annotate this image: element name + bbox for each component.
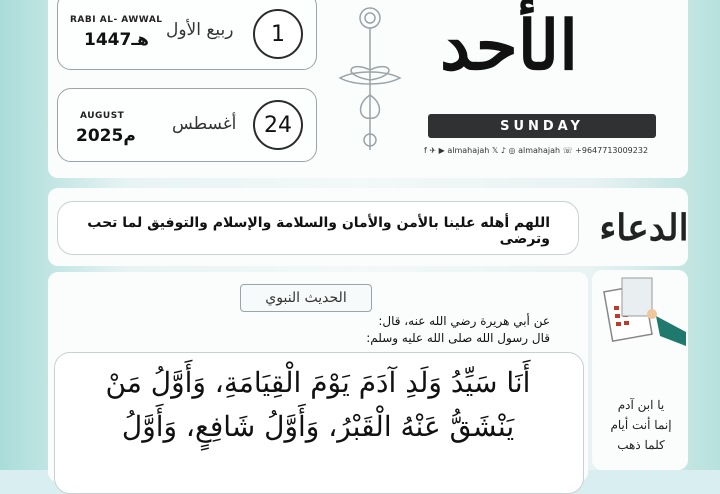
x-icon[interactable]: 𝕏 <box>491 146 499 155</box>
hijri-year: 1447هـ <box>84 30 149 50</box>
hadith-intro-2: قال رسول الله صلى الله عليه وسلم: <box>366 331 550 345</box>
hadith-line-2: يَنْشَقُّ عَنْهُ الْقَبْرُ، وَأَوَّلُ شَافِعٍ، وَأَوَّلُ <box>121 410 515 443</box>
phone-number[interactable]: +9647713009232 <box>575 146 649 155</box>
dua-text: اللهم أهله علينا بالأمن والأمان والسلامة والإسلام والتوفيق لما تحب وترضى <box>87 215 550 247</box>
hijri-month-ar: ربيع الأول <box>166 20 234 40</box>
hadith-label: الحديث النبوي <box>240 284 372 312</box>
social-links <box>424 146 648 155</box>
facebook-icon[interactable]: f <box>424 146 427 155</box>
dua-title: الدعاء <box>599 207 689 249</box>
side-line-3: كلما ذهب <box>617 438 665 452</box>
day-name-en: SUNDAY <box>428 114 656 138</box>
gregorian-year: 2025م <box>76 126 136 146</box>
hadith-line-1: أَنَا سَيِّدُ وَلَدِ آدَمَ يَوْمَ الْقِيَامَةِ، وَأَوَّلُ مَنْ <box>105 366 531 399</box>
hadith-intro-1: عن أبي هريرة رضي الله عنه، قال: <box>378 314 550 328</box>
hijri-day: 1 <box>253 9 303 59</box>
gregorian-month-ar: أغسطس <box>172 114 237 134</box>
side-line-1: يا ابن آدم <box>617 398 665 412</box>
ornament-divider-icon <box>330 0 410 170</box>
social-handle-1[interactable]: almahajah <box>447 146 490 155</box>
youtube-icon[interactable]: ▶ <box>438 146 445 155</box>
hijri-month-en: RABI AL- AWWAL <box>70 15 163 25</box>
telegram-icon[interactable]: ✈ <box>429 146 437 155</box>
instagram-icon[interactable]: ◎ <box>508 146 516 155</box>
social-handle-2[interactable]: almahajah <box>518 146 561 155</box>
side-line-2: إنما أنت أيام <box>610 418 672 432</box>
whatsapp-icon[interactable]: ☏ <box>562 146 573 155</box>
tiktok-icon[interactable]: ♪ <box>500 146 506 155</box>
gregorian-day: 24 <box>253 100 303 150</box>
day-name-ar: الأحد <box>440 6 579 86</box>
gregorian-month-en: AUGUST <box>80 111 125 121</box>
calendar-illustration-icon <box>600 276 686 352</box>
